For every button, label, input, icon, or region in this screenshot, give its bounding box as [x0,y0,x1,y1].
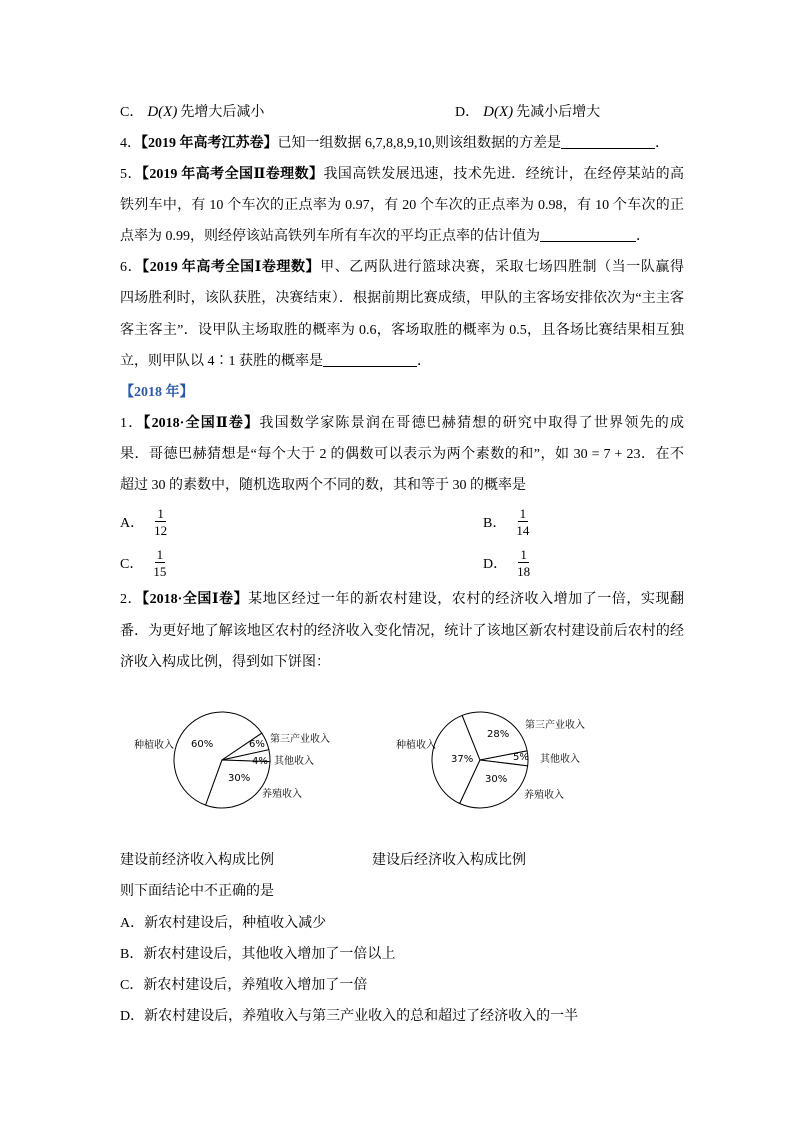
question-source: 【2018·全国Ⅱ卷】 [143,416,260,431]
option-text: 新农村建设后，养殖收入增加了一倍 [143,978,368,993]
option-text: 先增大后减小 [180,105,265,120]
question-text: 已知一组数据 6,7,8,8,9,10,则该组数据的方差是 [277,136,561,151]
pie-before-pct-planting: 60% [191,739,214,750]
question-source: 【2019 年高考江苏卷】 [141,136,278,151]
question-source: 【2018·全国Ⅰ卷】 [142,592,249,607]
question-number: 6． [120,260,143,275]
p2-question: 则下面结论中不正确的是 [120,884,274,899]
question-text: 某地区经过一年的新农村建设，农村的经济收入增加了一倍，实现翻 [248,592,684,607]
question-text: 我国高铁发展迅速，技术先进．经统计，在经停某站的高 [323,167,685,182]
q4-line-1 [120,134,669,154]
option-letter: C． [120,978,144,993]
q6-line-4 [120,352,431,372]
fraction [515,547,532,579]
pie-after-caption: 建设后经济收入构成比例 [372,853,526,868]
q6-line-2: 四场胜利时，该队获胜，决赛结束）．根据前期比赛成绩，甲队的主客场安排依次为“主主客 [120,291,684,306]
question-text: 点率为 0.99，则经停该站高铁列车所有车次的平均正点率的估计值为 [120,229,540,244]
fraction-denominator: 14 [516,523,530,538]
option-text: 新农村建设后，其他收入增加了一倍以上 [143,947,396,962]
question-end: ． [417,354,431,369]
fraction-denominator: 12 [154,523,168,538]
pie-charts [0,690,794,830]
pie-after-pct-tertiary: 28% [487,729,510,740]
answer-blank [561,134,655,149]
pie-before-caption: 建设前经济收入构成比例 [120,853,274,868]
fraction [151,547,168,579]
p2-line-1 [120,590,684,610]
option-text: 新农村建设后，种植收入减少 [144,916,327,931]
question-source: 【2019 年高考全国Ⅱ卷理数】 [141,167,324,182]
question-text: 我国数学家陈景润在哥德巴赫猜想的研究中取得了世界领先的成 [259,416,685,431]
q5-line-2: 铁列车中，有 10 个车次的正点率为 0.97，有 20 个车次的正点率为 0.98，有 10 个车次的正 [120,198,684,213]
question-number: 1． [120,416,144,431]
pie-after-pct-other: 5% [513,752,529,763]
p2-option-c [120,976,367,996]
fraction-numerator: 1 [157,506,164,521]
p2-line-3: 济收入构成比例，得到如下饼图： [120,655,330,670]
math-expression: D(X) [147,104,178,120]
option-text: 新农村建设后，养殖收入与第三产业收入的总和超过了经济收入的一半 [144,1009,579,1024]
pie-after-pct-breeding: 30% [485,774,508,785]
question-number: 4． [120,136,141,151]
pie-before-label-tertiary: 第三产业收入 [270,734,330,745]
pie-before-label-breeding: 养殖收入 [262,789,302,800]
math-expression: D(X) [483,104,514,120]
question-text: 立，则甲队以 4∶1 获胜的概率是 [120,354,323,369]
pie-before-label-planting: 种植收入 [134,740,174,751]
pie-after-label-planting: 种植收入 [396,740,436,751]
pie-after-label-breeding: 养殖收入 [524,790,564,801]
option-letter: C． [120,105,144,120]
option-letter: B． [120,947,144,962]
option-text: 先减小后增大 [516,105,601,120]
option-letter: C． [120,557,144,572]
p1-option-d [483,546,532,580]
p1-line-1 [120,414,684,434]
p2-option-b [120,945,395,965]
answer-blank [323,352,417,367]
p1-option-b [483,505,531,539]
option-letter: A． [120,916,145,931]
p2-line-2: 番．为更好地了解该地区农村的经济收入变化情况，统计了该地区新农村建设前后农村的经 [120,624,684,639]
pie-after-label-tertiary: 第三产业收入 [525,720,585,731]
prev-option-d [455,102,600,122]
fraction-numerator: 1 [156,547,164,562]
option-letter: D． [455,105,480,120]
fraction [152,506,169,538]
section-heading-2018: 【2018 年】 [120,385,194,400]
pie-before-label-other: 其他收入 [274,756,314,767]
p1-option-c [120,546,168,580]
p2-option-a [120,914,326,934]
pie-before-pct-tertiary: 6% [249,739,265,750]
fraction-numerator: 1 [519,506,527,521]
question-end: ． [655,136,669,151]
p1-line-3: 超过 30 的素数中，随机选取两个不同的数，其和等于 30 的概率是 [120,478,526,493]
option-letter: D． [120,1009,145,1024]
q6-line-1 [120,258,684,278]
q5-line-1 [120,165,684,185]
pie-after-pct-planting: 37% [451,754,474,765]
question-end: ． [636,229,650,244]
option-letter: D． [483,557,508,572]
fraction-denominator: 15 [153,564,167,579]
pie-before-pct-breeding: 30% [228,773,251,784]
question-text: 甲、乙两队进行篮球决赛，采取七场四胜制（当一队赢得 [320,260,684,275]
question-source: 【2019 年高考全国Ⅰ卷理数】 [142,260,321,275]
fraction [514,506,531,538]
answer-blank [540,227,636,242]
pie-before-pct-other: 4% [252,756,268,767]
pie-after-label-other: 其他收入 [540,754,580,765]
option-letter: B． [483,516,507,531]
question-number: 2． [120,592,143,607]
q6-line-3: 客主客主”．设甲队主场取胜的概率为 0.6，客场取胜的概率为 0.5，且各场比赛结果相互独 [120,323,684,338]
q5-line-3 [120,227,650,247]
p1-line-2: 果．哥德巴赫猜想是“每个大于 2 的偶数可以表示为两个素数的和”，如 30 = 7 + 23．在不 [120,447,684,462]
p1-option-a [120,505,169,539]
p2-option-d [120,1007,578,1027]
fraction-denominator: 18 [517,564,531,579]
fraction-numerator: 1 [520,547,527,562]
option-letter: A． [120,516,145,531]
prev-option-c [120,102,264,122]
question-number: 5． [120,167,142,182]
